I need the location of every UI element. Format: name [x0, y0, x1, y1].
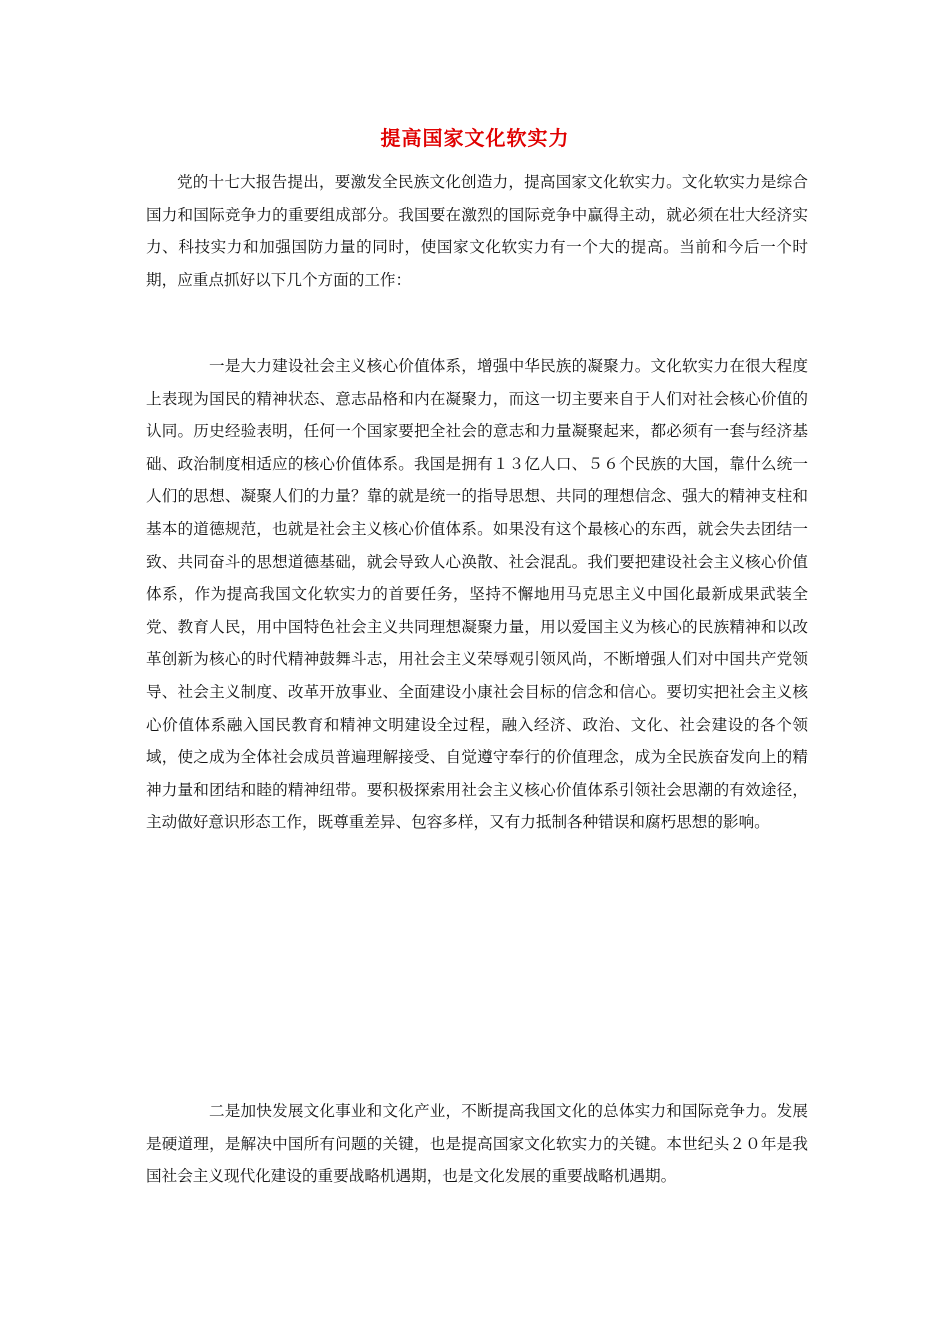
- paragraph-intro: 党的十七大报告提出，要激发全民族文化创造力，提高国家文化软实力。文化软实力是综合国力和国际竞争力的重要组成部分。我国要在激烈的国际竞争中赢得主动，就必须在壮大经济实力、科技实力和加强国防力量的同时，使国家文化软实力有一个大的提高。当前和今后一个时期，应重点抓好以下几个方面的工作：: [146, 173, 808, 289]
- paragraph-two: 二是加快发展文化事业和文化产业，不断提高我国文化的总体实力和国际竞争力。发展是硬道理，是解决中国所有问题的关键，也是提高国家文化软实力的关键。本世纪头２０年是我国社会主义现代化建设的重要战略机遇期，也是文化发展的重要战略机遇期。: [146, 1102, 808, 1186]
- document-title: 提高国家文化软实力: [380, 126, 570, 150]
- paragraph-one: 一是大力建设社会主义核心价值体系，增强中华民族的凝聚力。文化软实力在很大程度上表现为国民的精神状态、意志品格和内在凝聚力，而这一切主要来自于人们对社会核心价值的认同。历史经验表明，任何一个国家要把全社会的意志和力量凝聚起来，都必须有一套与经济基础、政治制度相适应的核心价值体系。我国是拥有１３亿人口、５６个民族的大国，靠什么统一人们的思想、凝聚人们的力量？靠的就是统一的指导思想、共同的理想信念、强大的精神支柱和基本的道德规范，也就是社会主义核心价值体系。如果没有这个最核心的东西，就会失去团结一致、共同奋斗的思想道德基础，就会导致人心涣散、社会混乱。我们要把建设社会主义核心价值体系，作为提高我国文化软实力的首要任务，坚持不懈地用马克思主义中国化最新成果武装全党、教育人民，用中国特色社会主义共同理想凝聚力量，用以爱国主义为核心的民族精神和以改革创新为核心的时代精神鼓舞斗志，用社会主义荣辱观引领风尚，不断增强人们对中国共产党领导、社会主义制度、改革开放事业、全面建设小康社会目标的信念和信心。要切实把社会主义核心价值体系融入国民教育和精神文明建设全过程，融入经济、政治、文化、社会建设的各个领域，使之成为全体社会成员普遍理解接受、自觉遵守奉行的价值理念，成为全民族奋发向上的精神力量和团结和睦的精神纽带。要积极探索用社会主义核心价值体系引领社会思潮的有效途径，主动做好意识形态工作，既尊重差异、包容多样，又有力抵制各种错误和腐朽思想的影响。: [146, 357, 808, 832]
